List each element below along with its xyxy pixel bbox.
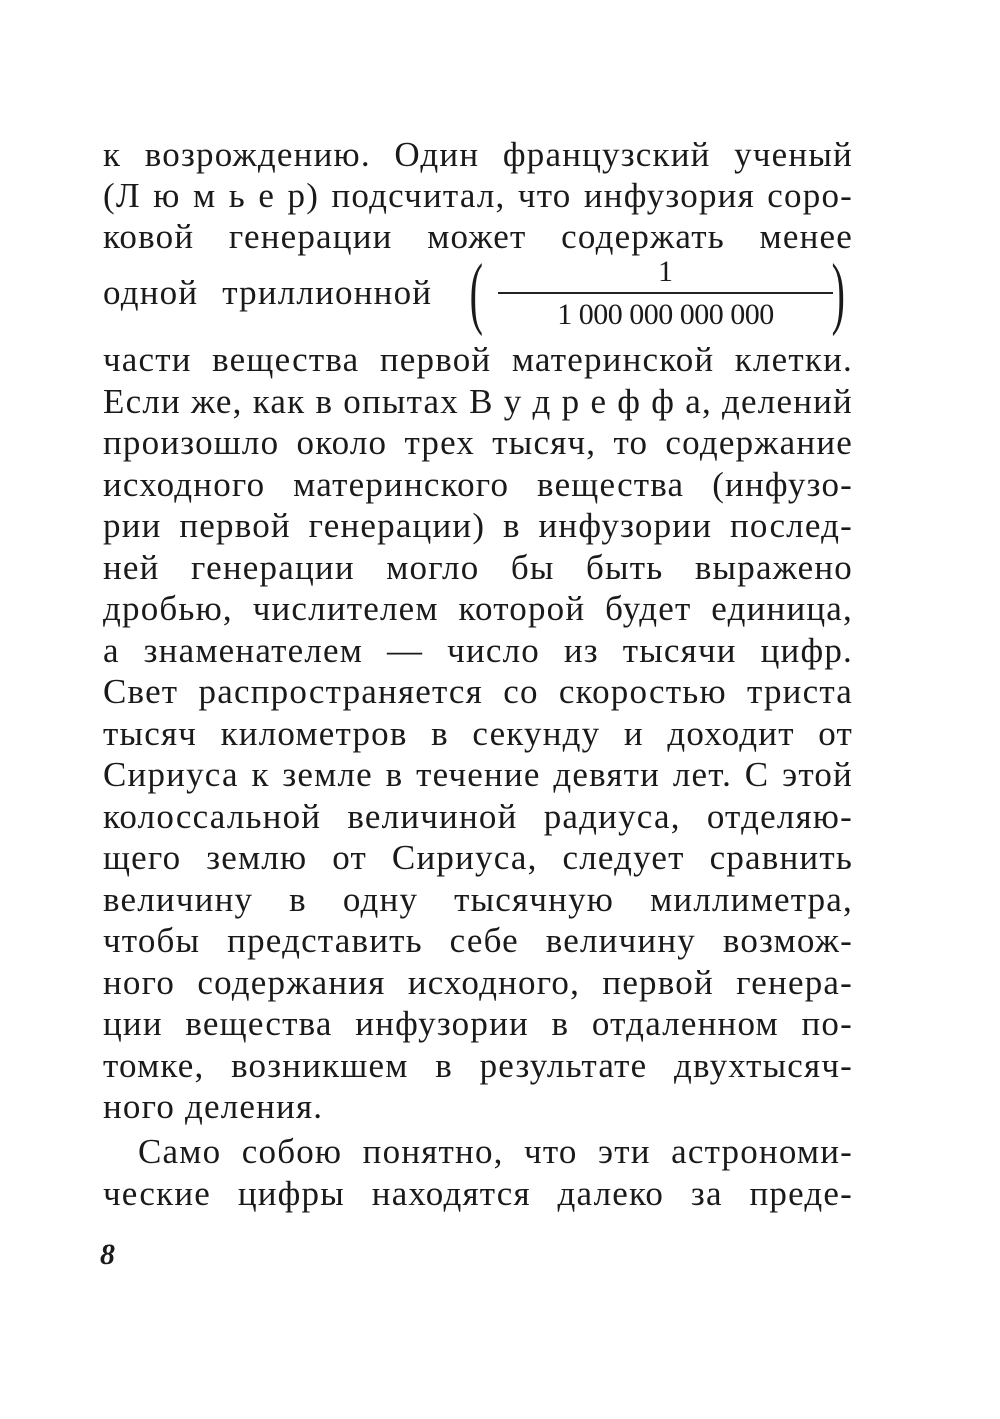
text-line: Свет распространяется со скоростью триста [103,672,853,711]
text-line: величину в одну тысячную миллиметра, [103,879,853,919]
text-line: ней генерации могло бы быть выражено [103,547,853,587]
text-line: тысяч километров в секунду и доходит от [103,713,853,753]
text-line: а знаменателем — число из тысячи цифр. [103,630,853,670]
text-line: чтобы представить себе величину возмож- [103,921,853,960]
text-line: (Л ю м ь е р) подсчитал, что инфузория соро- [103,176,853,215]
fraction-row [103,249,853,337]
text-line: Если же, как в опытах В у д р е ф ф а, делений [103,381,853,421]
text-line: Сириуса к земле в течение девяти лет. С этой [103,755,853,794]
fraction [498,256,833,332]
text-line: произошло около трех тысяч, то содержание [103,423,853,462]
text-line: томке, возникшем в результате двухтысяч- [103,1045,853,1085]
text-line: рии первой генерации) в инфузории послед- [103,506,853,545]
text-line: части вещества первой материнской клетки. [103,340,853,379]
fraction-bar [498,292,833,294]
right-parenthesis: ) [831,249,845,337]
fraction-numerator: 1 [658,255,673,288]
text-line: ного содержания исходного, первой генера- [103,962,853,1002]
text-line: ковой генерации может содержать менее [103,217,853,256]
left-parenthesis: ( [469,249,483,337]
text-line: дробью, числителем которой будет единица, [103,589,853,628]
text-line: колоссальной величиной радиуса, отделяю- [103,796,853,836]
text-line: Само собою понятно, что эти астрономи- [138,1132,853,1171]
fraction-denominator: 1 000 000 000 000 [557,298,774,331]
text-line: ного деления. [103,1087,324,1126]
text-line: исходного материнского вещества (инфузо- [103,464,853,504]
fraction-lead-text: одной триллионной [103,273,433,312]
text-line: ции вещества инфузории в отдаленном по- [103,1004,853,1043]
text-line: к возрождению. Один французский ученый [103,135,853,174]
text-line: ческие цифры находятся далеко за преде- [103,1173,853,1213]
page-number: 8 [100,1238,115,1271]
text-line: щего землю от Сириуса, следует сравнить [103,838,853,877]
